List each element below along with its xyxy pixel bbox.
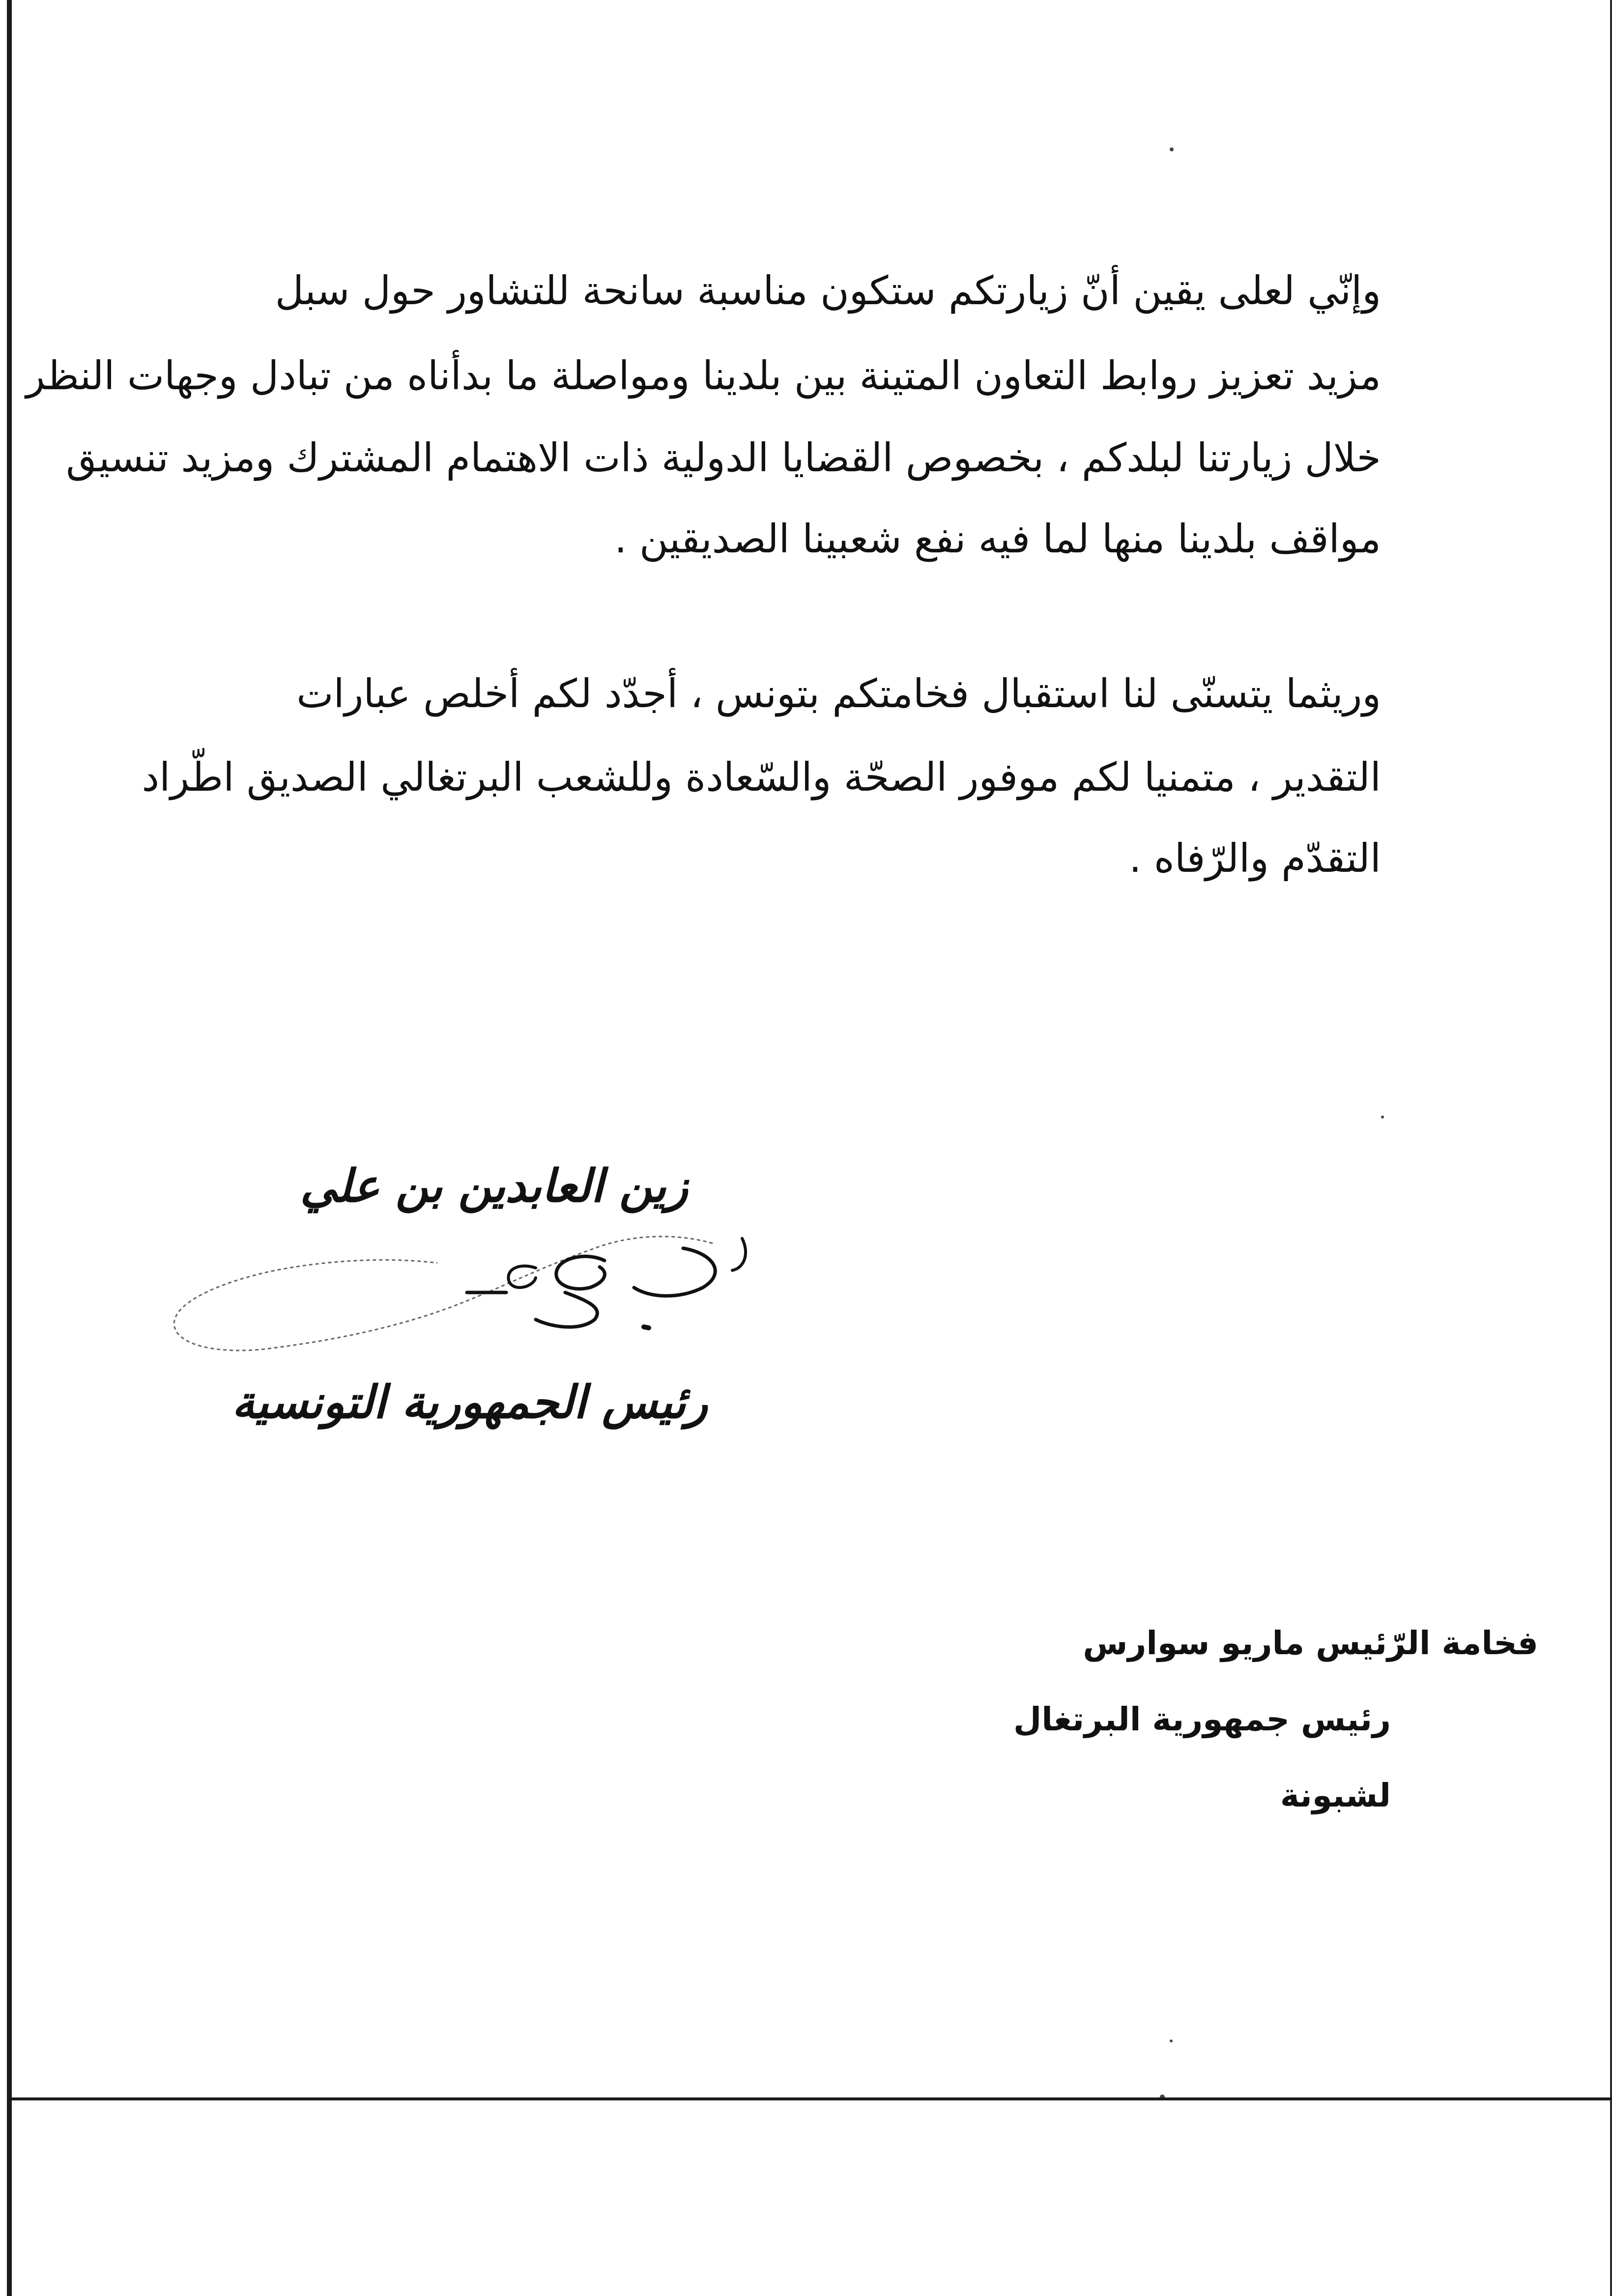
scan-speck bbox=[1381, 1116, 1384, 1119]
paragraph-2-line-2: التقدير ، متمنيا لكم موفور الصحّة والسّعادة وللشعب البرتغالي الصديق اطّراد bbox=[142, 754, 1381, 800]
paragraph-1-line-4: مواقف بلدينا منها لما فيه نفع شعبينا الصديقين . bbox=[614, 516, 1381, 562]
scan-left-border bbox=[7, 0, 12, 2296]
paragraph-1-line-3: خلال زيارتنا لبلدكم ، بخصوص القضايا الدولية ذات الاهتمام المشترك ومزيد تنسيق bbox=[66, 435, 1381, 481]
paragraph-2-line-1: وريثما يتسنّى لنا استقبال فخامتكم بتونس ، أجدّد لكم أخلص عبارات bbox=[296, 671, 1381, 717]
addressee-line-2: رئيس جمهورية البرتغال bbox=[1013, 1700, 1391, 1738]
page-bottom-rule bbox=[12, 2097, 1612, 2100]
handwritten-signature bbox=[162, 1214, 767, 1376]
paragraph-1-line-2: مزيد تعزيز روابط التعاون المتينة بين بلدينا ومواصلة ما بدأناه من تبادل وجهات النظر bbox=[26, 353, 1381, 399]
paragraph-1-line-1: وإنّي لعلى يقين أنّ زيارتكم ستكون مناسبة سانحة للتشاور حول سبل bbox=[275, 268, 1381, 314]
paragraph-2-line-3: التقدّم والرّفاه . bbox=[1129, 835, 1381, 881]
scan-right-border bbox=[1610, 0, 1612, 2296]
scan-speck bbox=[1170, 2039, 1173, 2042]
addressee-line-1: فخامة الرّئيس ماريو سوارس bbox=[1083, 1624, 1538, 1662]
letter-paragraph-2 bbox=[142, 0, 1381, 909]
addressee-line-3: لشبونة bbox=[1280, 1777, 1391, 1814]
signatory-title: رئيس الجمهورية التونسية bbox=[231, 1376, 708, 1429]
signatory-name: زين العابدين بن علي bbox=[300, 1160, 688, 1212]
